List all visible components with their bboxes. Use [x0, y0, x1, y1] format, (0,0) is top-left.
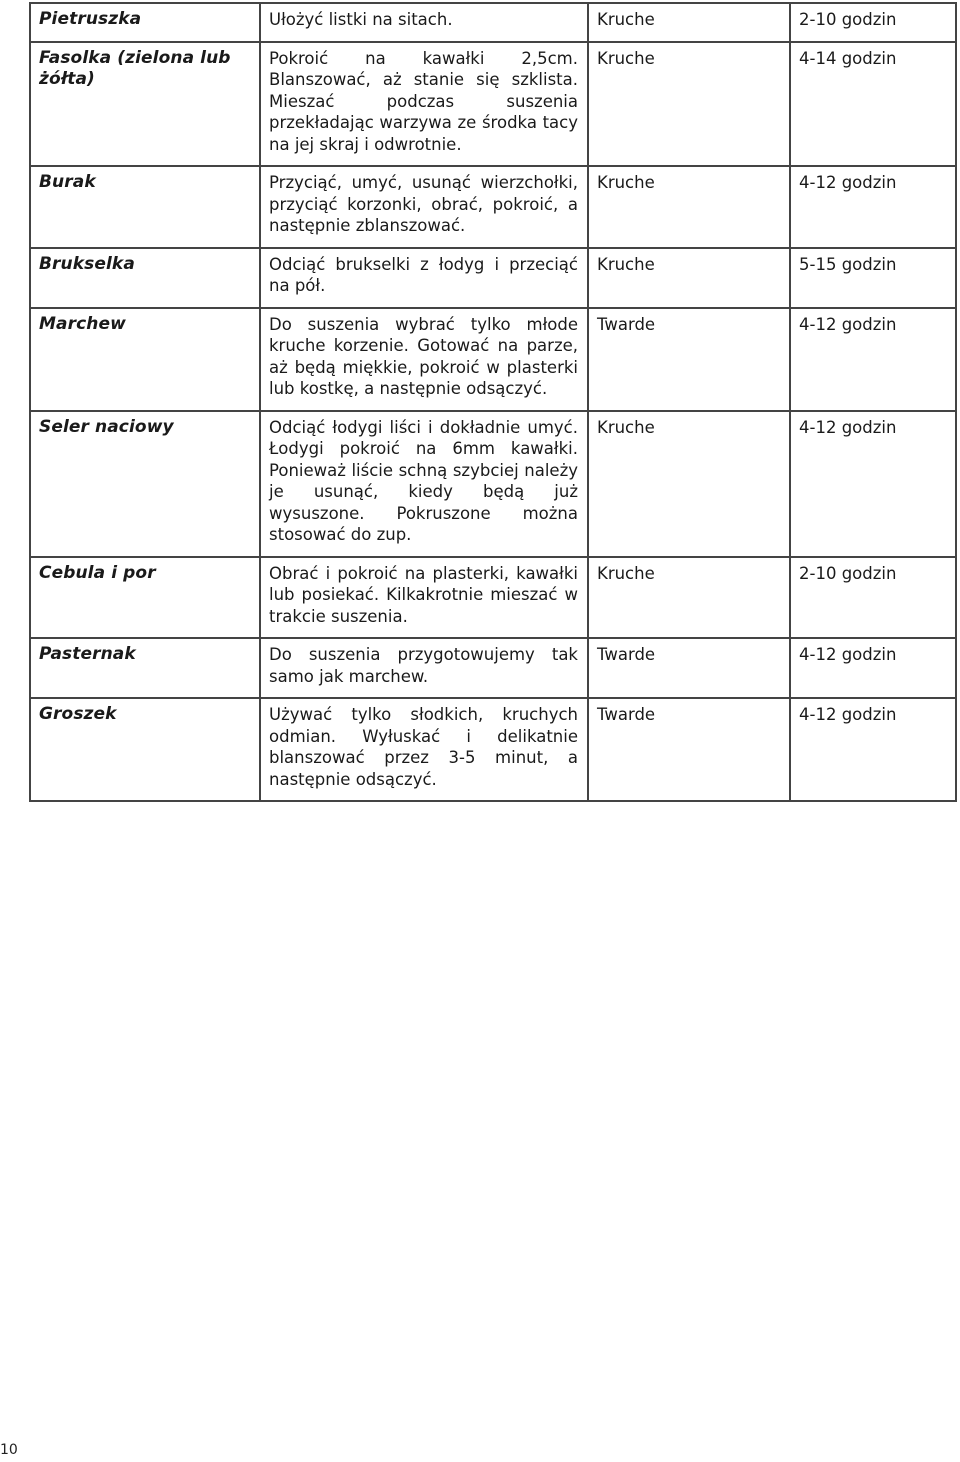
- texture-value: Kruche: [588, 557, 790, 639]
- preparation-text: Odciąć brukselki z łodyg i przeciąć na pół.: [260, 248, 588, 308]
- vegetable-name: Burak: [30, 166, 260, 248]
- drying-time: 4-12 godzin: [790, 638, 956, 698]
- table-row: [30, 638, 956, 698]
- vegetable-name: Cebula i por: [30, 557, 260, 639]
- texture-value: Kruche: [588, 248, 790, 308]
- vegetable-name: Fasolka (zielona lub żółta): [30, 42, 260, 167]
- drying-time: 4-12 godzin: [790, 166, 956, 248]
- table-row: [30, 557, 956, 639]
- drying-time: 2-10 godzin: [790, 557, 956, 639]
- table-row: [30, 3, 956, 42]
- table-row: [30, 248, 956, 308]
- preparation-text: Odciąć łodygi liści i dokładnie umyć. Łodygi pokroić na 6mm kawałki. Ponieważ liście schną szybciej należy je usunąć, kiedy będą już wysuszone. Pokruszone można stosować do zup.: [260, 411, 588, 557]
- texture-value: Twarde: [588, 308, 790, 411]
- preparation-text: Obrać i pokroić na plasterki, kawałki lub posiekać. Kilkakrotnie mieszać w trakcie suszenia.: [260, 557, 588, 639]
- texture-value: Twarde: [588, 638, 790, 698]
- texture-value: Kruche: [588, 3, 790, 42]
- drying-time: 5-15 godzin: [790, 248, 956, 308]
- drying-table: [29, 2, 957, 802]
- preparation-text: Używać tylko słodkich, kruchych odmian. Wyłuskać i delikatnie blanszować przez 3-5 minut, a następnie odsączyć.: [260, 698, 588, 801]
- vegetable-name: Pietruszka: [30, 3, 260, 42]
- drying-time: 2-10 godzin: [790, 3, 956, 42]
- texture-value: Kruche: [588, 42, 790, 167]
- table-row: [30, 42, 956, 167]
- texture-value: Twarde: [588, 698, 790, 801]
- texture-value: Kruche: [588, 166, 790, 248]
- texture-value: Kruche: [588, 411, 790, 557]
- drying-time: 4-12 godzin: [790, 308, 956, 411]
- vegetable-name: Seler naciowy: [30, 411, 260, 557]
- drying-time: 4-12 godzin: [790, 698, 956, 801]
- drying-time: 4-14 godzin: [790, 42, 956, 167]
- preparation-text: Przyciąć, umyć, usunąć wierzchołki, przyciąć korzonki, obrać, pokroić, a następnie zblanszować.: [260, 166, 588, 248]
- vegetable-name: Groszek: [30, 698, 260, 801]
- vegetable-name: Brukselka: [30, 248, 260, 308]
- table-row: [30, 698, 956, 801]
- table-row: [30, 166, 956, 248]
- vegetable-name: Marchew: [30, 308, 260, 411]
- table-row: [30, 308, 956, 411]
- preparation-text: Do suszenia wybrać tylko młode kruche korzenie. Gotować na parze, aż będą miękkie, pokroić w plasterki lub kostkę, a następnie odsączyć.: [260, 308, 588, 411]
- table-row: [30, 411, 956, 557]
- drying-time: 4-12 godzin: [790, 411, 956, 557]
- vegetable-name: Pasternak: [30, 638, 260, 698]
- preparation-text: Pokroić na kawałki 2,5cm. Blanszować, aż stanie się szklista. Mieszać podczas suszenia przekładając warzywa ze środka tacy na jej skraj i odwrotnie.: [260, 42, 588, 167]
- preparation-text: Do suszenia przygotowujemy tak samo jak marchew.: [260, 638, 588, 698]
- preparation-text: Ułożyć listki na sitach.: [260, 3, 588, 42]
- page-number: 10: [0, 1442, 18, 1458]
